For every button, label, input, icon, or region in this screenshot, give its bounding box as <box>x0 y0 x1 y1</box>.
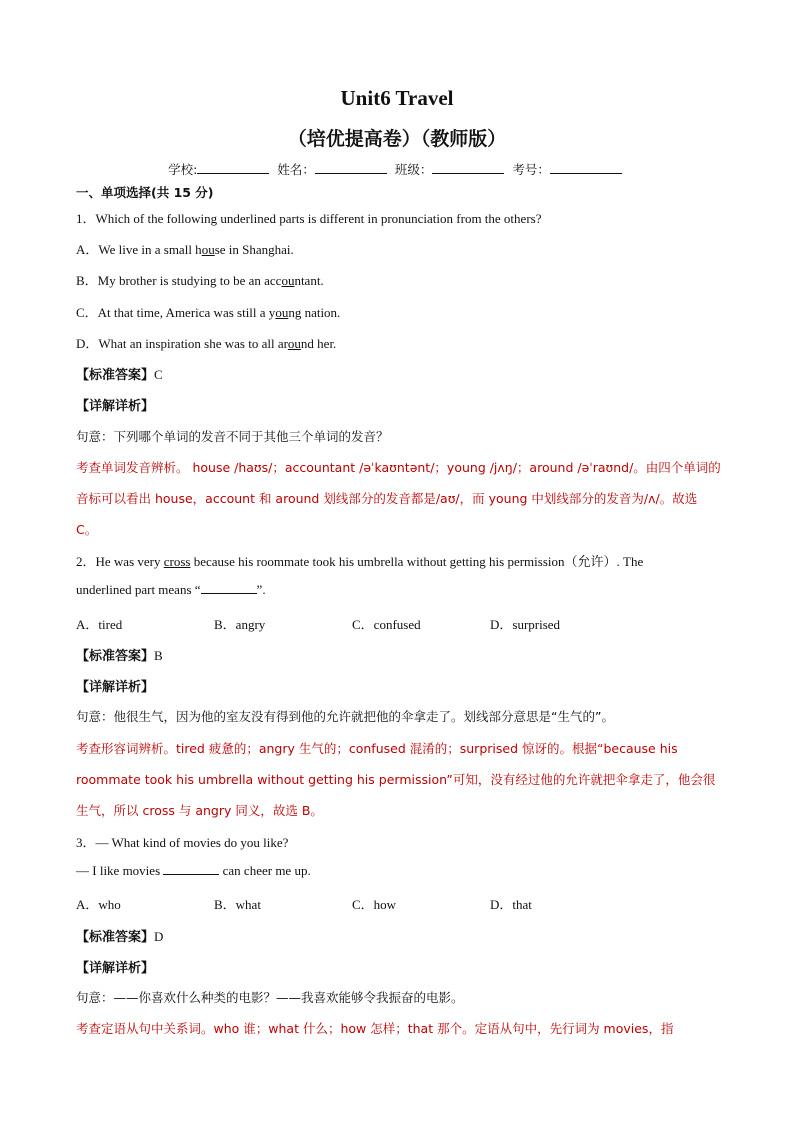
school-label: 学校: <box>168 162 198 177</box>
q3-option-c: C．how <box>352 897 397 912</box>
q3-option-a: A．who <box>76 897 121 912</box>
q1-a-text: A．We live in a small h <box>76 242 202 257</box>
class-label: 班级： <box>394 162 433 177</box>
analysis-label: 【详解详析】 <box>76 680 155 695</box>
q1-d-text: D．What an inspiration she was to all ar <box>76 336 288 351</box>
q1-option-c <box>76 302 726 321</box>
q2-stem <box>76 551 726 570</box>
q3-stem: 3．— What kind of movies do you like? <box>76 835 289 850</box>
q1-explanation-2: 考查单词发音辨析。 house /haʊs/；accountant /əˈkaʊntənt/；young /jʌŋ/；around /əˈraʊnd/。由四个单词的 <box>76 460 721 475</box>
exam-no-label: 考号： <box>512 162 550 177</box>
answer-label: 【标准答案】 <box>76 930 155 945</box>
analysis-label: 【详解详析】 <box>76 399 155 414</box>
analysis-label: 【详解详析】 <box>76 961 155 976</box>
q1-option-a <box>76 239 726 258</box>
q1-c-text-end: ng nation. <box>288 305 341 320</box>
student-info-line <box>0 160 794 178</box>
q1-explanation-3: 音标可以看出 house，account 和 around 划线部分的发音都是/aʊ/，而 young 中划线部分的发音为/ʌ/。故选 <box>76 491 698 506</box>
class-field[interactable] <box>432 161 504 174</box>
q3-stem2-end: can cheer me up. <box>219 863 311 878</box>
q3-answer-value: D <box>154 929 164 944</box>
q2-option-c: C．confused <box>352 617 421 632</box>
q2-stem2-end: ”. <box>256 582 266 597</box>
name-label: 姓名： <box>277 162 315 177</box>
q2-explanation-4: 生气，所以 cross 与 angry 同义，故选 B。 <box>76 803 323 818</box>
q1-option-b <box>76 270 726 289</box>
school-field[interactable] <box>197 161 269 174</box>
q2-explanation-3: roommate took his umbrella without getting his permission”可知，没有经过他的允许就把伞拿走了，他会很 <box>76 772 716 787</box>
q1-b-text-end: ntant. <box>294 273 324 288</box>
q2-answer-value: B <box>154 648 163 663</box>
q2-option-d: D．surprised <box>490 617 561 632</box>
exam-no-field[interactable] <box>550 161 622 174</box>
section-heading: 一、单项选择(共 15 分) <box>76 185 214 200</box>
q1-answer-value: C <box>154 367 163 382</box>
q2-explanation-2: 考查形容词辨析。tired 疲惫的；angry 生气的；confused 混淆的；surprised 惊讶的。根据“because his <box>76 741 678 756</box>
q1-explanation-4: C。 <box>76 522 98 537</box>
q2-underlined-word: cross <box>163 554 191 569</box>
q3-option-d: D．that <box>490 897 532 912</box>
q1-answer <box>76 364 726 383</box>
q1-explanation-1: 句意：下列哪个单词的发音不同于其他三个单词的发音？ <box>76 429 389 444</box>
q1-a-text-end: se in Shanghai. <box>214 242 294 257</box>
q1-d-underlined: ou <box>287 336 301 351</box>
q3-stem2-text: — I like movies <box>76 863 164 878</box>
q2-option-b: B．angry <box>214 617 266 632</box>
q1-stem: 1．Which of the following underlined parts is different in pronunciation from the others? <box>76 211 542 226</box>
q3-explanation-1: 句意：——你喜欢什么种类的电影？——我喜欢能够令我振奋的电影。 <box>76 990 464 1005</box>
q2-stem2-text: underlined part means “ <box>76 582 201 597</box>
page-title: Unit6 Travel <box>340 86 454 110</box>
q3-answer <box>76 926 726 945</box>
q3-blank <box>163 863 219 875</box>
q2-options <box>76 614 726 633</box>
q1-b-underlined: ou <box>281 273 295 288</box>
q3-stem-2 <box>76 863 726 879</box>
q2-stem-text-end: because his roommate took his umbrella without getting his permission（允许）. The <box>190 554 644 569</box>
page-subtitle: （培优提高卷）（教师版） <box>287 128 507 150</box>
q2-option-a: A．tired <box>76 617 123 632</box>
q3-option-b: B．what <box>214 897 261 912</box>
q1-d-text-end: nd her. <box>300 336 337 351</box>
name-field[interactable] <box>315 161 387 174</box>
q1-c-underlined: ou <box>275 305 289 320</box>
q1-a-underlined: ou <box>201 242 215 257</box>
q1-c-text: C．At that time, America was still a y <box>76 305 276 320</box>
q3-explanation-2: 考查定语从句中关系词。who 谁；what 什么；how 怎样；that 那个。定语从句中，先行词为 movies，指 <box>76 1021 674 1036</box>
q2-answer <box>76 645 726 664</box>
q1-option-d <box>76 333 726 352</box>
q2-explanation-1: 句意：他很生气，因为他的室友没有得到他的允许就把他的伞拿走了。划线部分意思是“生气的”。 <box>76 709 614 724</box>
q3-options <box>76 894 726 913</box>
q1-analysis-label <box>76 395 726 414</box>
q2-stem-text: 2．He was very <box>76 554 164 569</box>
answer-label: 【标准答案】 <box>76 368 155 383</box>
q3-analysis-label <box>76 957 726 976</box>
q1-b-text: B．My brother is studying to be an acc <box>76 273 282 288</box>
answer-label: 【标准答案】 <box>76 649 155 664</box>
q2-stem-2 <box>76 582 726 598</box>
q2-analysis-label <box>76 676 726 695</box>
q2-blank <box>201 582 257 594</box>
